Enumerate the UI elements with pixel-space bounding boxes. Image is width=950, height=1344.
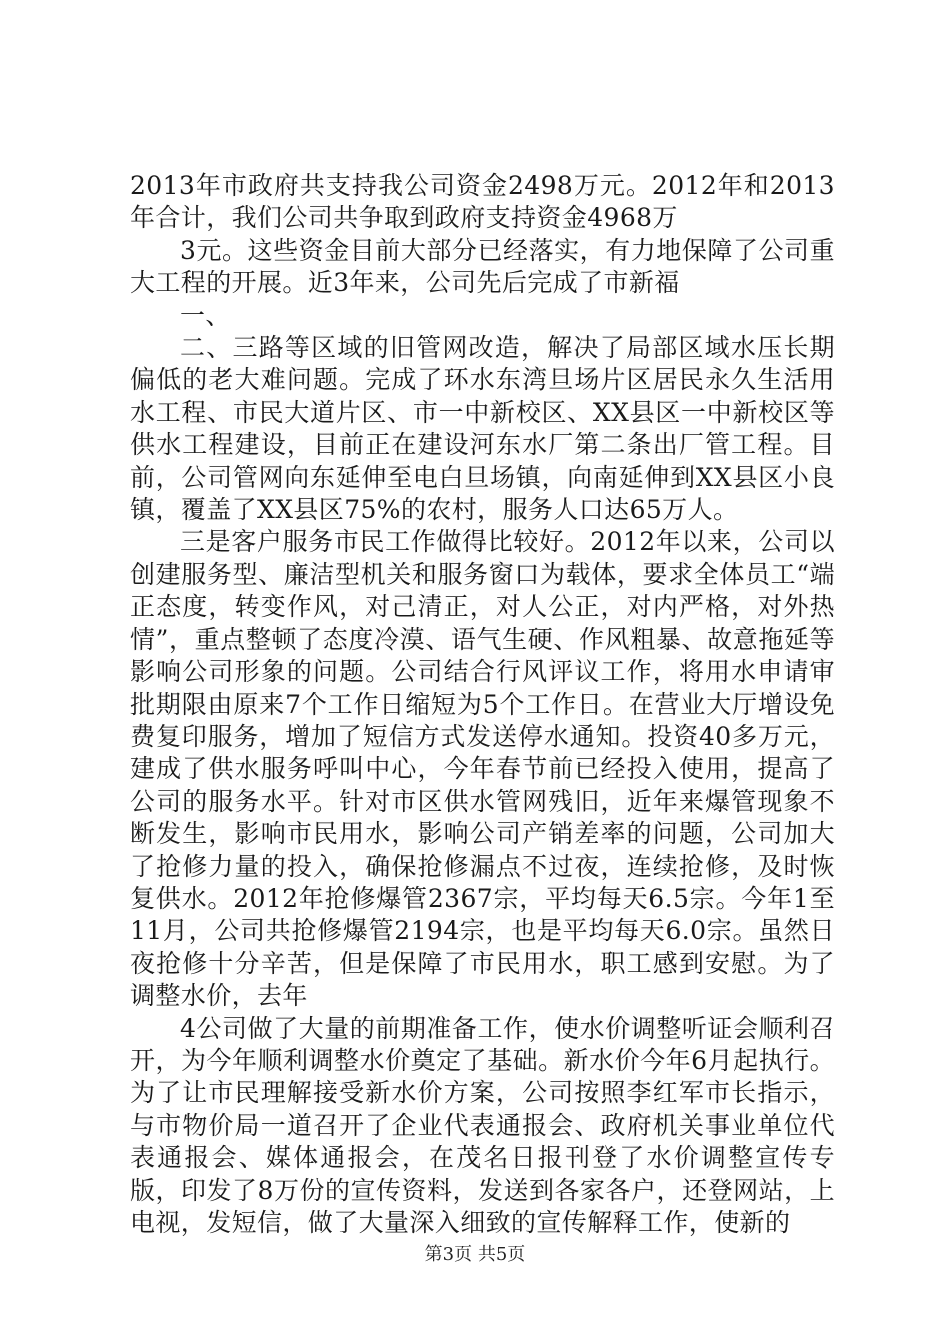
paragraph-5: 三是客户服务市民工作做得比较好。2012年以来，公司以创建服务型、廉洁型机关和服务窗口为载体，要求全体员工“端正态度，转变作风，对己清正，对人公正，对内严格，对外热情”，重点整顿了态度冷漠、语气生硬、作风粗暴、故意拖延等影响公司形象的问题。公司结合行风评议工作，将用水申请审批期限由原来7个工作日缩短为5个工作日。在营业大厅增设免费复印服务，增加了短信方式发送停水通知。投资40多万元，建成了供水服务呼叫中心，今年春节前已经投入使用，提高了公司的服务水平。针对市区供水管网残旧，近年来爆管现象不断发生，影响市民用水，影响公司产销差率的问题，公司加大了抢修力量的投入，确保抢修漏点不过夜，连续抢修，及时恢复供水。2012年抢修爆管2367宗，平均每天6.5宗。今年1至11月，公司共抢修爆管2194宗，也是平均每天6.0宗。虽然日夜抢修十分辛苦，但是保障了市民用水，职工感到安慰。为了调整水价，去年	[130, 527, 835, 1011]
paragraph-6: 4公司做了大量的前期准备工作，使水价调整听证会顺利召开，为今年顺利调整水价奠定了基础。新水价今年6月起执行。为了让市民理解接受新水价方案，公司按照李红军市长指示，与市物价局一道召开了企业代表通报会、政府机关事业单位代表通报会、媒体通报会，在茂名日报刊登了水价调整宣传专版，印发了8万份的宣传资料，发送到各家各户，还登网站，上电视，发短信，做了大量深入细致的宣传解释工作，使新的	[130, 1013, 835, 1237]
paragraph-4: 二、三路等区域的旧管网改造，解决了局部区域水压长期偏低的老大难问题。完成了环水东湾旦场片区居民永久生活用水工程、市民大道片区、市一中新校区、XX县区一中新校区等供水工程建设，目前正在建设河东水厂第二条出厂管工程。目前，公司管网向东延伸至电白旦场镇，向南延伸到XX县区小良镇，覆盖了XX县区75%的农村，服务人口达65万人。	[130, 333, 835, 525]
paragraph-3: 一、	[180, 300, 231, 330]
paragraph-1: 2013年市政府共支持我公司资金2498万元。2012年和2013年合计，我们公司共争取到政府支持资金4968万	[130, 171, 835, 233]
document-body	[130, 170, 835, 1239]
page-footer: 第3页 共5页	[424, 1244, 526, 1265]
paragraph-2: 3元。这些资金目前大部分已经落实，有力地保障了公司重大工程的开展。近3年来，公司先后完成了市新福	[130, 235, 835, 298]
